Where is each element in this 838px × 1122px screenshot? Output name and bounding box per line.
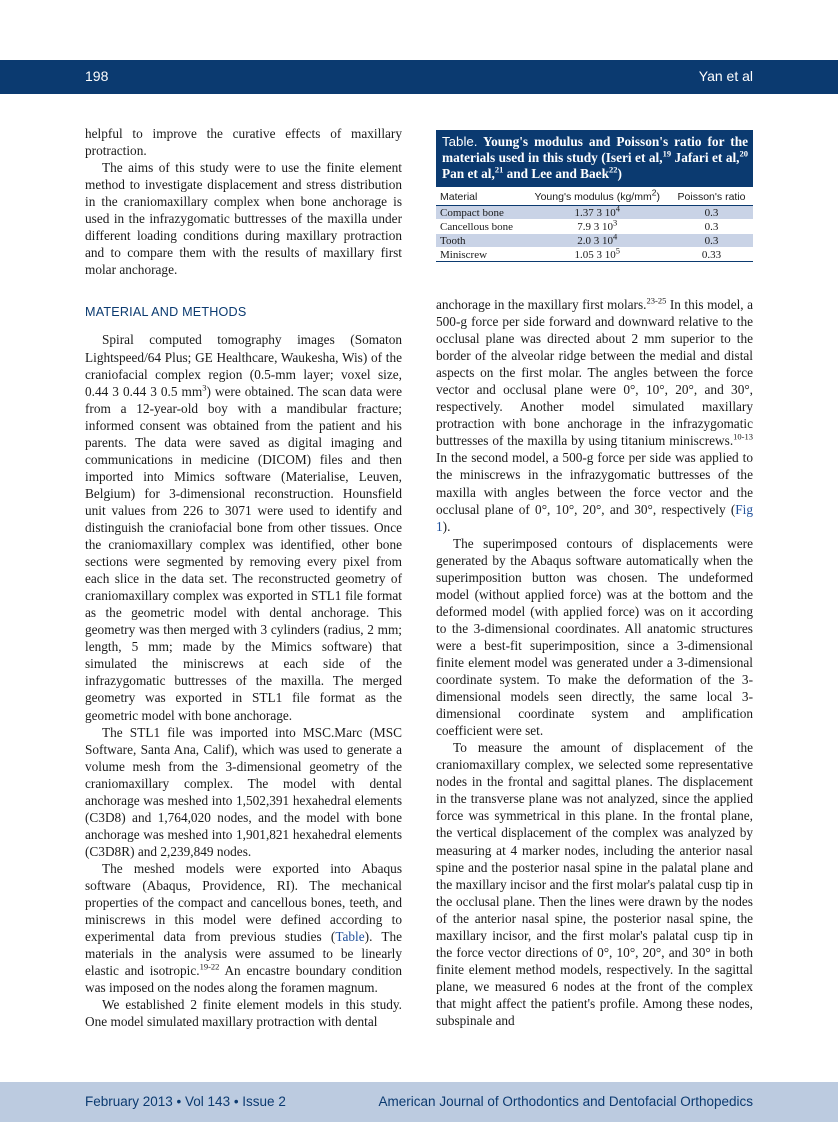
cell-modulus: 2.0 3 $10^4$ [524, 234, 670, 248]
right-paragraph-superimposition: The superimposed contours of displacements were generated by the Abaqus software automatically when the superimposition button was chosen. The undeformed model (without applied force) was at the bottom and the deformed model (with applied force) was on it according to the 3-dimensional coordinates. All anatomic structures were a best-fit superimposition, since a 3-dimensional finite element model was generated under a 3-dimensional coordinate system. To make the deformation of the 3-dimensional models seen directly, the same local 3-dimensional coordinate system and amplification coefficient were set. [436, 535, 753, 739]
table-row [436, 248, 753, 262]
right-column [436, 296, 753, 1029]
header-poissons-ratio: Poisson's ratio [670, 187, 753, 206]
journal-name: American Journal of Orthodontics and Dentofacial Orthopedics [378, 1094, 753, 1109]
running-header-bar [0, 60, 838, 94]
cell-modulus: 7.9 3 $10^3$ [524, 220, 670, 234]
cell-material: Tooth [436, 234, 524, 248]
table-caption [436, 130, 753, 187]
cell-poisson: 0.3 [670, 220, 753, 234]
footer-bar [0, 1082, 838, 1122]
cell-modulus: 1.37 3 $10^4$ [524, 206, 670, 220]
intro-tail-paragraph: helpful to improve the curative effects of maxillary protraction. [85, 126, 402, 159]
figure-1-link[interactable]: Fig 1 [436, 501, 753, 534]
cell-material: Miniscrew [436, 248, 524, 262]
table-label: Table. [442, 134, 478, 149]
right-paragraph-anchorage: anchorage in the maxillary first molars.$^{23-25}$ In this model, a 500-g force per side forward and downward relative to the occlusal plane was directed about 2 mm superior to the border of the alveolar ridge between the medial and distal aspects on the first molar. The angles between the force vector and occlusal plane were 0°, 10°, 20°, and 30°, respectively. Another model simulated maxillary protraction with bone anchorage in the infrazygomatic buttresses of the maxilla by using titanium miniscrews.$^{10-13}$ In the second model, a 500-g force per side was applied to the miniscrews in the infrazygomatic buttresses of the maxilla with angles between the force vector and the occlusal plane of 0°, 10°, 20°, and 30°, respectively (Fig 1). [436, 295, 754, 534]
table-row [436, 234, 753, 248]
header-material: Material [436, 187, 524, 206]
table-header-row [436, 187, 753, 206]
material-properties-table [436, 130, 753, 262]
cell-modulus: 1.05 3 $10^5$ [524, 248, 670, 262]
aims-paragraph: The aims of this study were to use the finite element method to investigate displacement and stress distribution in the craniomaxillary complex when bone anchorage is used in the infrazygomatic buttresses of the maxilla under different loading conditions during maxillary protraction and to compare them with the results of maxillary first molar anchorage. [85, 160, 402, 278]
methods-paragraph-models: We established 2 finite element models in this study. One model simulated maxillary protraction with dental [85, 997, 402, 1030]
section-heading-methods: MATERIAL AND METHODS [85, 305, 247, 320]
methods-paragraph-mesh: The STL1 file was imported into MSC.Marc (MSC Software, Santa Ana, Calif), which was used to generate a volume mesh from the 3-dimensional geometry of the craniomaxillary complex. The model with dental anchorage was meshed into 1,502,391 hexahedral elements (C3D8) and 1,764,020 nodes, and the model with bone anchorage was meshed into 1,901,821 hexahedral elements (C3D8R) and 2,239,849 nodes. [85, 724, 402, 859]
right-paragraph-measurement: To measure the amount of displacement of the craniomaxillary complex, we selected some representative nodes in the frontal and sagittal planes. The displacement in the transverse plane was not analyzed, since the applied force was symmetrical in this plane. In the frontal plane, the vertical displacement of the complex was analyzed by measuring at 4 marker nodes, including the anterior nasal spine and the posterior nasal spine in the palatal plane and the maxillary incisor and the first molar's palatal cusp tip in the occlusal plane. Then the lines were drawn by the nodes of the anterior nasal spine, the posterior nasal spine, the maxillary incisor, and the first molar's palatal cusp tip in the force vector directions of 0°, 10°, 20°, and 30° in both finite element method models, respectively. In the sagittal plane, we measured 6 nodes at the front of the complex that might affect the patient's profile. Among these nodes, subspinale and [436, 740, 753, 1028]
cell-poisson: 0.33 [670, 248, 753, 262]
running-head-authors: Yan et al [698, 68, 753, 84]
table-row [436, 206, 753, 220]
left-column [85, 125, 402, 1030]
cell-material: Compact bone [436, 206, 524, 220]
table-link[interactable]: Table [335, 929, 365, 945]
table-title: Young's modulus and Poisson's ratio for the materials used in this study (Iseri et al,$^{19}$ Jafari et al,$^{20}$ Pan et al,$^{21}$ and Lee and Baek$^{22}$) [442, 134, 748, 181]
table-row [436, 220, 753, 234]
properties-table [436, 187, 753, 262]
issue-info: February 2013 • Vol 143 • Issue 2 [85, 1094, 286, 1109]
header-youngs-modulus: Young's modulus $(kg/mm^2)$ [524, 187, 670, 206]
methods-paragraph-ct: Spiral computed tomography images (Somaton Lightspeed/64 Plus; GE Healthcare, Waukesha, Wis) of the craniofacial complex region (0.5-mm layer; voxel size, 0.44 3 0.44 3 0.5 $mm^3$) were obtained. The scan data were from a 12-year-old boy with a mandibular fracture; informed consent was obtained from the patient and his parents. The data were saved as digital imaging and communications in medicine (DICOM) files and then imported into Mimics software (Materialise, Leuven, Belgium) for 3-dimensional reconstruction. Hounsfield unit values from 226 to 3071 were used to identify and distinguish the craniofacial bone from other tissues. Once the craniomaxillary complex was identified, other bone sections were segmented by removing every pixel from each slice in the data set. The reconstructed geometry of craniomaxillary complex was exported in STL1 file format as the geometric model with dental anchorage. This geometry was then merged with 3 cylinders (radius, 2 mm; length, 5 mm; made by the Mimics software) that simulated the miniscrews at each side of the infrazygomatic buttresses of the maxilla. The merged geometry was exported in STL1 file format as the geometric model with bone anchorage. [85, 332, 403, 723]
cell-poisson: 0.3 [670, 234, 753, 248]
cell-material: Cancellous bone [436, 220, 524, 234]
cell-poisson: 0.3 [670, 206, 753, 220]
methods-paragraph-abaqus: The meshed models were exported into Abaqus software (Abaqus, Providence, RI). The mechanical properties of the compact and cancellous bones, teeth, and miniscrews in this model were defined according to experimental data from previous studies (Table). The materials in the analysis were assumed to be linearly elastic and isotropic.$^{19-22}$ An encastre boundary condition was imposed on the nodes along the foramen magnum. [85, 860, 402, 996]
page-number: 198 [85, 68, 109, 84]
